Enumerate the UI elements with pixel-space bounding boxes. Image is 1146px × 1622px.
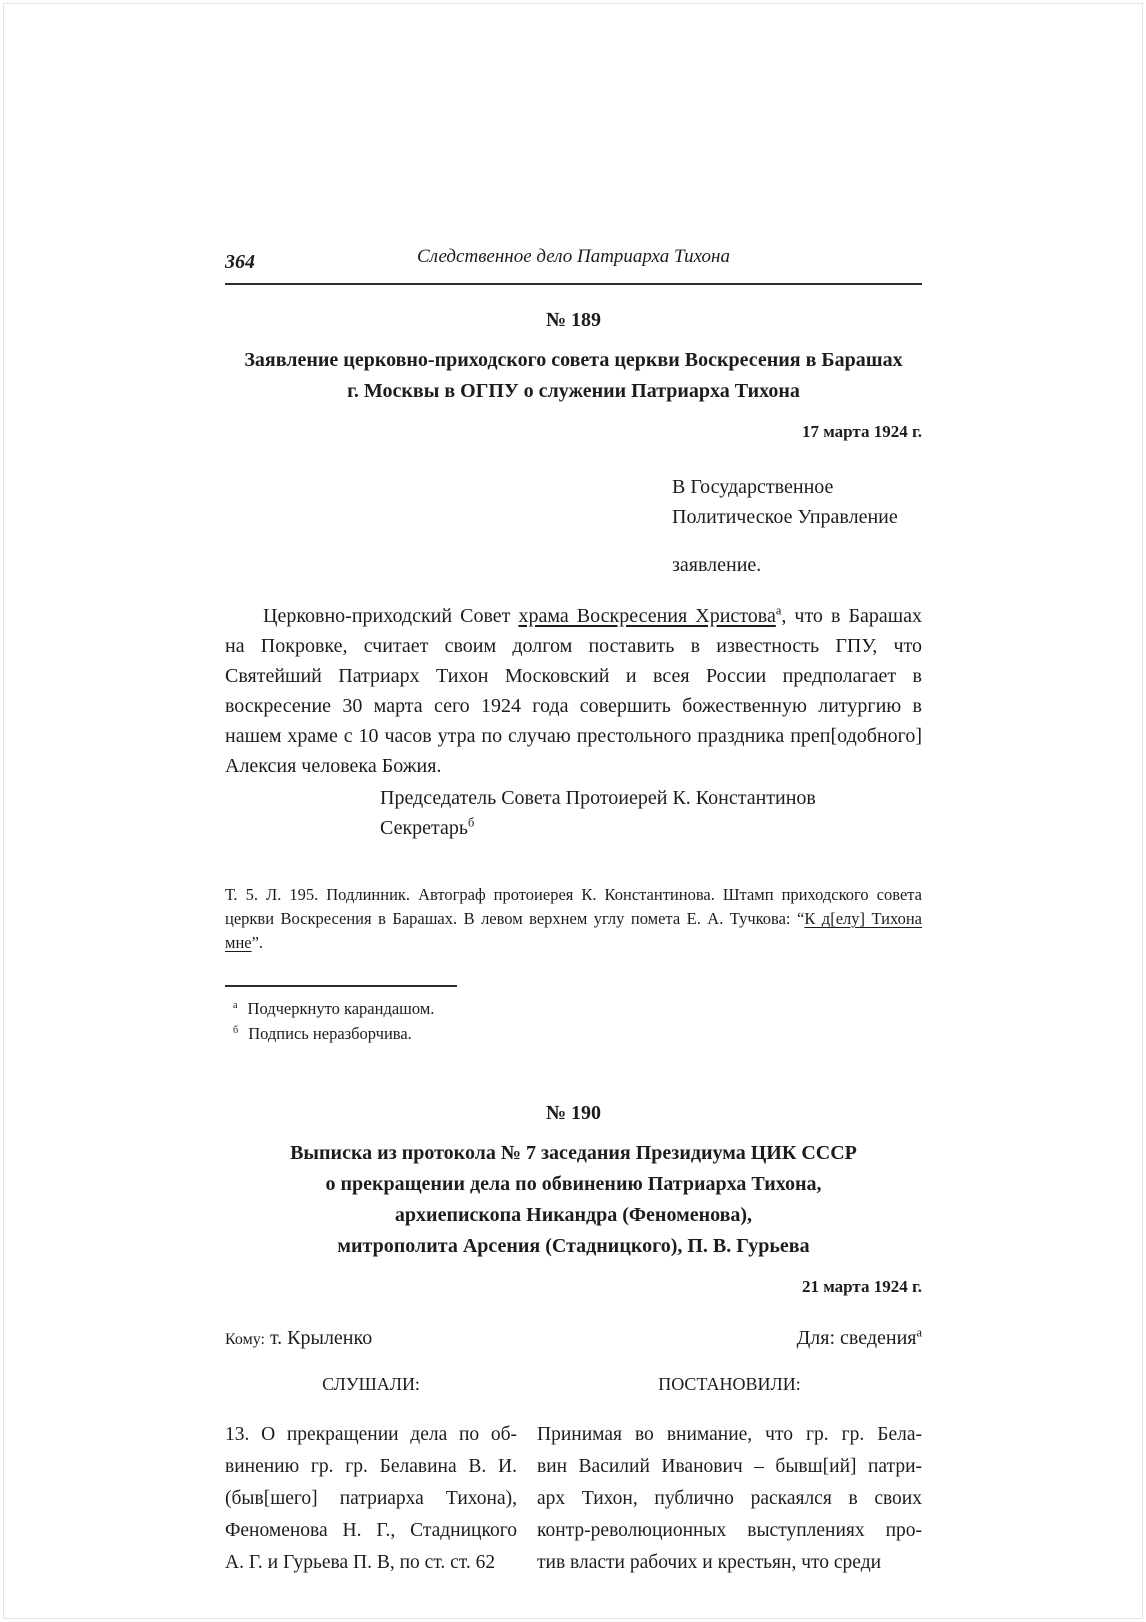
doc190-number: № 190 xyxy=(545,1102,602,1124)
underlined-phrase: храма Воскресения Христова xyxy=(518,605,776,627)
doc190-title-line4: митрополита Арсения (Стадницкого), П. В. Гурьева xyxy=(337,1235,810,1257)
right-column-line: контр-революционных выступлениях про- xyxy=(537,1520,922,1541)
addressee-line2: Политическое Управление xyxy=(672,506,898,528)
for-footnote-mark: а xyxy=(916,1325,922,1340)
provenance-text-pre: Т. 5. Л. 195. Подлинник. Автограф протоиерея К. Константинова. Штамп приходского совета церкви Воскресения в Барашах. В левом верхнем углу помета Е. А. Тучкова: “ xyxy=(225,885,922,928)
right-column-line: Принимая во внимание, что гр. гр. Бела- xyxy=(537,1424,922,1445)
right-column xyxy=(537,1419,922,1579)
doc190-title xyxy=(225,1138,922,1262)
doc189-number: № 189 xyxy=(545,309,602,331)
footnote-a-text: Подчеркнуто карандашом. xyxy=(247,999,435,1018)
doc189-title-line2: г. Москвы в ОГПУ о служении Патриарха Тихона xyxy=(347,380,800,402)
doc190-title-line3: архиепископа Никандра (Феноменова), xyxy=(394,1204,753,1226)
doc189-title xyxy=(225,345,922,407)
signature-role: Секретарь xyxy=(380,817,469,839)
doc189-signature xyxy=(380,783,922,843)
doc189-title-line1: Заявление церковно-приходского совета церкви Воскресения в Барашах xyxy=(244,349,903,371)
column-header-left: СЛУШАЛИ: xyxy=(322,1374,420,1394)
left-column-line: 13. О прекращении дела по об- xyxy=(225,1424,517,1445)
right-column-line: арх Тихон, публично раскаялся в своих xyxy=(537,1488,922,1509)
footnote-a xyxy=(225,996,922,1021)
left-column-line: винению гр. гр. Белавина В. И. xyxy=(225,1456,517,1477)
footnotes xyxy=(225,996,922,1046)
left-column xyxy=(225,1419,517,1579)
addressee-line1: В Государственное xyxy=(672,476,834,498)
right-column-line: тив власти рабочих и крестьян, что среди xyxy=(537,1552,882,1573)
to-label: Кому: xyxy=(225,1331,265,1348)
footnote-mark-b: б xyxy=(468,815,475,830)
footnote-b-mark: б xyxy=(233,1024,239,1036)
doc189-addressee xyxy=(672,472,922,532)
resolution-columns xyxy=(225,1419,922,1579)
doc189-date: 17 марта 1924 г. xyxy=(801,422,922,441)
footnote-b-text: Подпись неразборчива. xyxy=(248,1024,412,1043)
header-rule xyxy=(225,283,922,285)
to-value: т. Крыленко xyxy=(269,1327,373,1349)
to-line xyxy=(225,1327,372,1350)
left-column-line: Феноменова Н. Г., Стадницкого xyxy=(225,1520,517,1541)
body-text-post: , что в Барашах на Покровке, считает своим долгом поставить в известность ГПУ, что Святейший Патриарх Тихон Московский и всея России предполагает в воскресение 30 марта сего 1924 года совершить божественную литургию в нашем храме с 10 часов утра по случаю престольного праздника преп[одобного] Алексия человека Божия. xyxy=(225,605,922,777)
provenance-text-post: ”. xyxy=(251,933,264,952)
doc189-body xyxy=(225,601,922,781)
signature-line2 xyxy=(380,813,922,843)
column-header-right: ПОСТАНОВИЛИ: xyxy=(658,1374,801,1394)
footnote-b xyxy=(225,1021,922,1046)
page-number: 364 xyxy=(225,251,255,273)
left-column-line: (быв[шего] патриарха Тихона), xyxy=(225,1488,517,1509)
right-column-line: вин Василий Иванович – бывш[ий] патри- xyxy=(537,1456,922,1477)
provenance-underlined: К д[елу] Тихона мне xyxy=(225,909,922,952)
doc190-title-line2: о прекращении дела по обвинению Патриарха Тихона, xyxy=(325,1173,822,1195)
doc189-provenance xyxy=(225,883,922,955)
doc190-to-for-row xyxy=(225,1327,922,1350)
for-label: Для: сведения xyxy=(796,1327,917,1349)
footnote-a-mark: а xyxy=(233,999,238,1011)
left-column-line: А. Г. и Гурьева П. В, по ст. ст. 62 xyxy=(225,1552,496,1573)
for-line xyxy=(797,1327,922,1350)
doc190-date: 21 марта 1924 г. xyxy=(801,1277,922,1296)
footnote-mark-a: а xyxy=(775,603,782,618)
footnote-rule xyxy=(225,985,457,987)
page-content xyxy=(225,0,922,1579)
doc190-title-line1: Выписка из протокола № 7 заседания Президиума ЦИК СССР xyxy=(290,1142,857,1164)
running-title: Следственное дело Патриарха Тихона xyxy=(417,246,730,267)
page-header xyxy=(225,0,922,274)
body-text-pre: Церковно-приходский Совет xyxy=(263,605,519,627)
doc189-subject: заявление. xyxy=(672,554,762,576)
column-headers xyxy=(225,1374,922,1395)
signature-line1: Председатель Совета Протоиерей К. Константинов xyxy=(380,787,816,809)
